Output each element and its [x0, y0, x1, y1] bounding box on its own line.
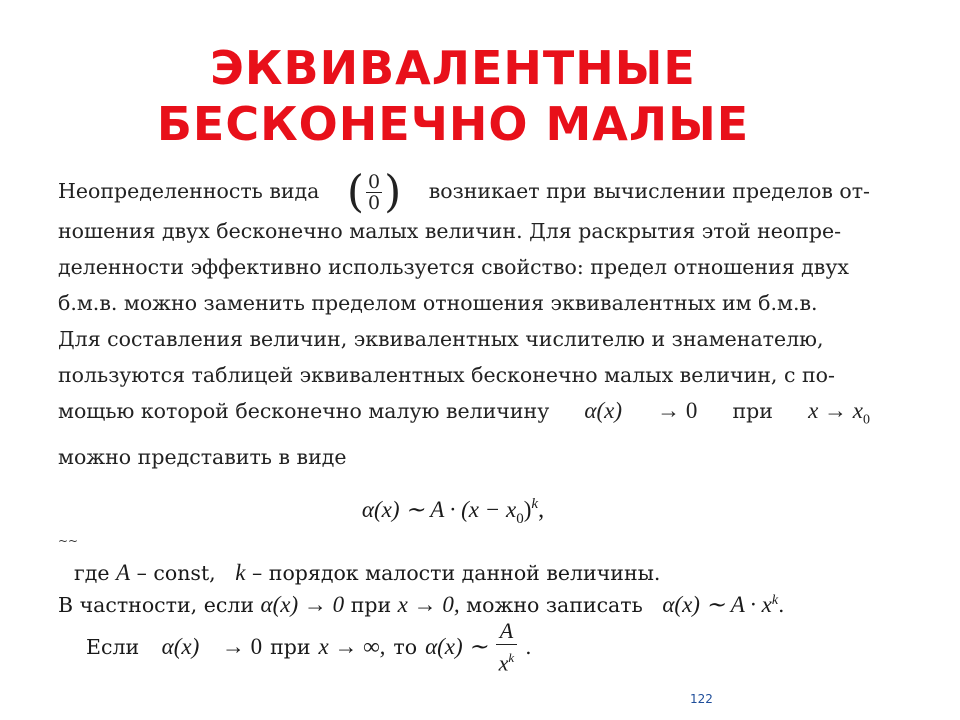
formula-lhs: α(x) ∼ A · (x − x — [361, 497, 517, 522]
zero-over-zero-fraction — [366, 172, 382, 213]
formula-tail: , — [538, 497, 545, 523]
paragraph-line-4: б.м.в. можно заменить пределом отношения эквивалентных им б.м.в. — [58, 291, 818, 315]
row2-tail: . — [778, 593, 785, 617]
paragraph-line-7-text-a: мощью которой бесконечно малую величину — [58, 399, 550, 423]
x-tends-to-x0-main: x → x — [808, 398, 863, 423]
fraction-denominator: 0 — [368, 192, 381, 214]
formula-close-paren: ) — [523, 497, 532, 522]
row2-math-3: α(x) ∼ A · x — [662, 592, 772, 617]
row2-math-2: x → 0, — [397, 592, 460, 617]
x-tends-to-x0 — [808, 393, 870, 439]
equivalence-formula — [0, 496, 906, 528]
paragraph-line-1 — [58, 166, 870, 218]
row3-text-a: Если — [86, 635, 140, 660]
right-paren: ) — [384, 166, 402, 218]
slide-title-line-2: БЕСКОНЕЧНО МАЛЫЕ — [156, 97, 750, 151]
a-over-x-k-fraction — [496, 618, 517, 676]
x0-subscript: 0 — [862, 412, 870, 428]
paragraph-line-2: ношения двух бесконечно малых величин. Для раскрытия этой неопре- — [58, 219, 842, 243]
slide-title-line-1: ЭКВИВАЛЕНТНЫЕ — [210, 41, 696, 95]
a-over-x-k-denominator-base: x — [498, 650, 509, 676]
paragraph — [58, 166, 870, 475]
a-over-x-k-numerator: A — [496, 618, 517, 645]
paragraph-line-3: деленности эффективно используется свойство: предел отношения двух — [58, 255, 849, 279]
row2-text-c: можно записать — [466, 593, 643, 617]
definition-row — [74, 560, 660, 586]
page-number: 122 — [690, 692, 713, 706]
indeterminate-form — [346, 166, 402, 218]
paragraph-line-5: Для составления величин, эквивалентных числителю и знаменателю, — [58, 327, 824, 351]
paragraph-line-1-text-a: Неопределенность вида — [58, 179, 320, 203]
row2-superscript: k — [771, 593, 779, 609]
constant-a: A — [116, 560, 131, 585]
special-case-row — [58, 592, 785, 618]
row1-text-b: – const, — [136, 561, 216, 585]
tends-to-zero: → 0 — [657, 398, 698, 423]
infinity-case-row — [86, 618, 532, 676]
paragraph-line-7-text-b: при — [732, 399, 773, 423]
row3-tail: . — [525, 635, 532, 660]
paragraph-line-8: можно представить в виде — [58, 444, 347, 469]
alpha-of-x: α(x) — [584, 398, 622, 423]
row2-math-1: α(x) → 0 — [260, 592, 345, 617]
a-over-x-k-denominator — [499, 645, 515, 676]
row3-math-1: α(x) — [161, 634, 200, 660]
row3-math-4: α(x) ∼ — [425, 634, 488, 660]
stray-mark: ~~ — [58, 534, 79, 548]
row3-math-2: → 0 — [221, 634, 263, 660]
slide-title — [0, 40, 906, 152]
row2-text-b: при — [350, 593, 392, 617]
formula-subscript: 0 — [516, 510, 524, 527]
row1-text-a: где — [74, 561, 110, 585]
a-over-x-k-denominator-power: k — [508, 650, 515, 665]
paragraph-line-7 — [58, 393, 870, 439]
row3-math-3: x → ∞, — [318, 634, 386, 660]
paragraph-line-6: пользуются таблицей эквивалентных бесконечно малых величин, с по- — [58, 363, 835, 387]
formula-superscript: k — [531, 496, 539, 512]
fraction-numerator: 0 — [368, 171, 381, 193]
row1-text-c: – порядок малости данной величины. — [252, 561, 661, 585]
row3-text-b: при — [270, 635, 311, 660]
left-paren: ( — [346, 166, 364, 218]
row2-text-a: В частности, если — [58, 593, 255, 617]
row3-text-c: то — [393, 635, 418, 660]
order-k: k — [235, 560, 246, 585]
paragraph-line-1-text-b: возникает при вычислении пределов от- — [428, 179, 870, 203]
